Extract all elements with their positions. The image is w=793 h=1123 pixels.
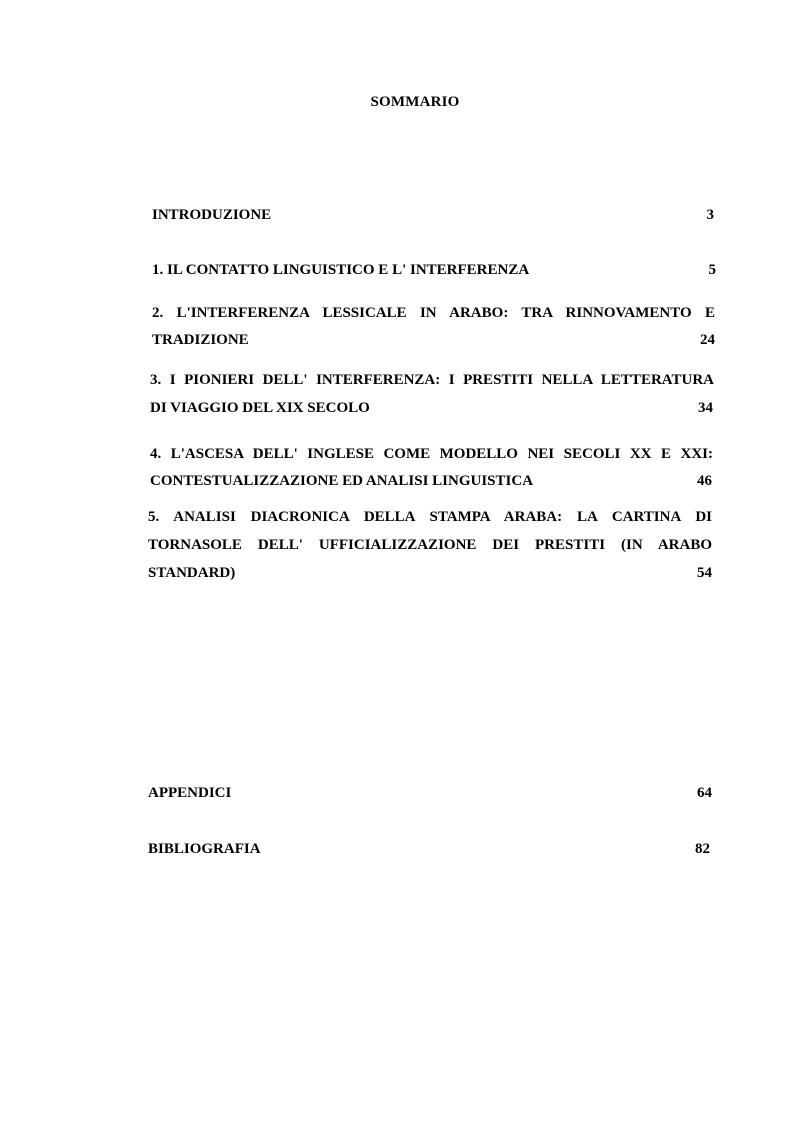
- toc-entry-text-line: 5. ANALISI DIACRONICA DELLA STAMPA ARABA: LA CARTINA DI: [148, 509, 712, 525]
- toc-entry-text: APPENDICI: [148, 785, 232, 801]
- toc-entry-text-line: 2. L'INTERFERENZA LESSICALE IN ARABO: TRA RINNOVAMENTO E: [152, 305, 715, 321]
- toc-entry-page: 5: [708, 262, 716, 278]
- toc-entry-page: 54: [697, 565, 712, 581]
- toc-entry-page: 24: [700, 332, 715, 348]
- toc-entry-text-line: CONTESTUALIZZAZIONE ED ANALISI LINGUISTICA: [150, 473, 534, 489]
- toc-entry-page: 64: [697, 785, 712, 801]
- toc-entry-page: 82: [695, 841, 710, 857]
- toc-entry-text: INTRODUZIONE: [152, 207, 272, 223]
- toc-entry-page: 46: [697, 473, 712, 489]
- toc-entry-page: 3: [706, 207, 714, 223]
- toc-entry-text-line: STANDARD): [148, 565, 236, 581]
- toc-entry-text-line: 3. I PIONIERI DELL' INTERFERENZA: I PRESTITI NELLA LETTERATURA: [150, 372, 714, 388]
- toc-entry-text-line: TRADIZIONE: [152, 332, 249, 348]
- toc-entry-text: 1. IL CONTATTO LINGUISTICO E L' INTERFERENZA: [152, 262, 530, 278]
- toc-entry-text-line: DI VIAGGIO DEL XIX SECOLO: [150, 400, 370, 416]
- toc-entry-page: 34: [698, 400, 713, 416]
- page-title: SOMMARIO: [370, 94, 460, 110]
- toc-entry-text-line: 4. L'ASCESA DELL' INGLESE COME MODELLO NEI SECOLI XX E XXI:: [150, 446, 713, 462]
- toc-entry-text: BIBLIOGRAFIA: [148, 841, 261, 857]
- toc-entry-text-line: TORNASOLE DELL' UFFICIALIZZAZIONE DEI PRESTITI (IN ARABO: [148, 537, 712, 553]
